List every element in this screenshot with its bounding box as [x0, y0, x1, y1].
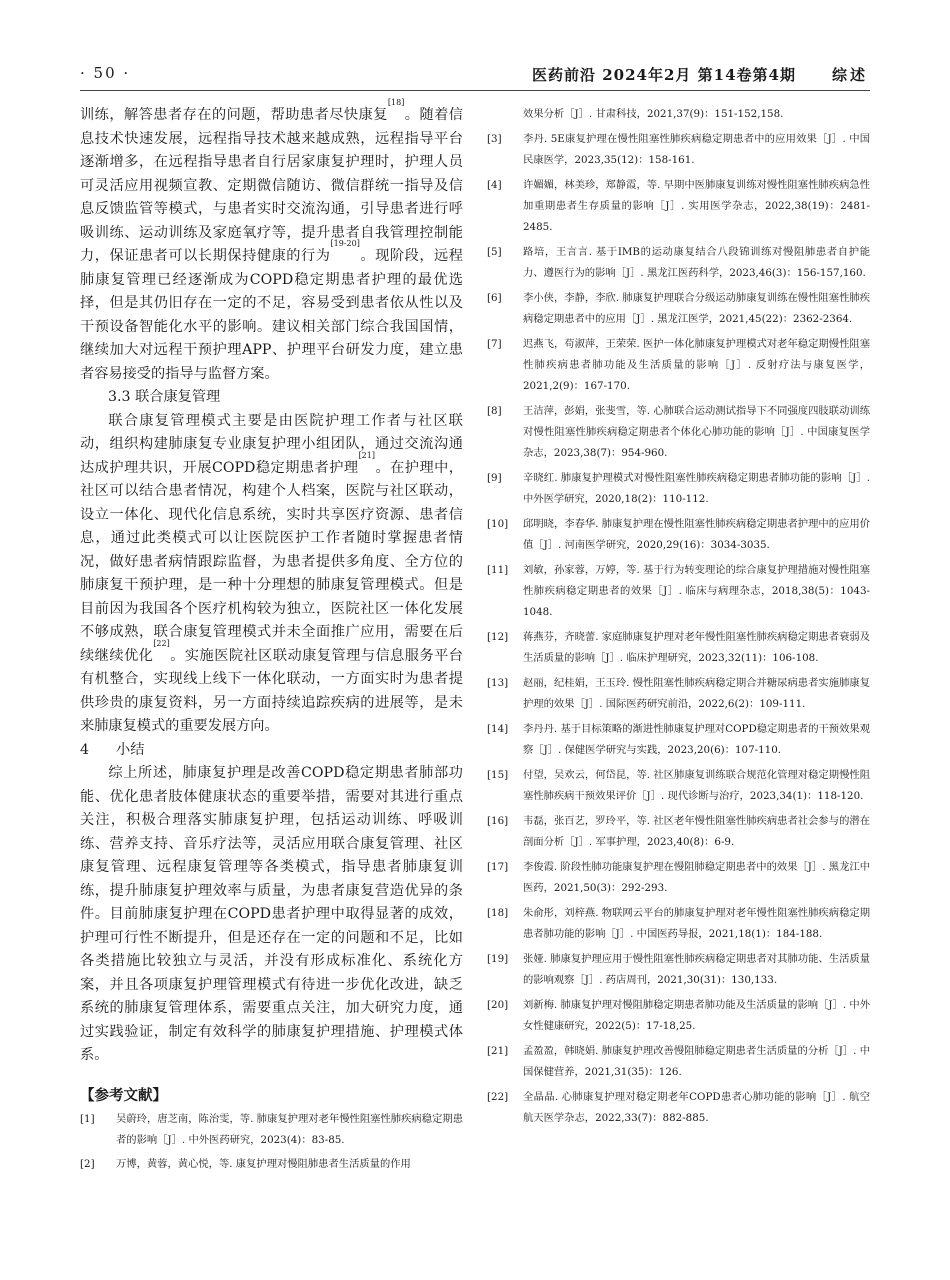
paragraph-remote-guidance: 训练，解答患者存在的问题，帮助患者尽快康复[18]。随着信息技术快速发展，远程指导技术越来越成熟，远程指导平台逐渐增多，在远程指导患者自行居家康复护理时，护理人员可灵活应用视频宣教、定期微信随访、微信群统一指导及信息反馈监管等模式，与患者实时交流沟通，引导患者进行呼吸训练、运动训练及家庭氧疗等，提升患者自我管理控制能力，保证患者可以长期保持健康的行为[19-20]。现阶段，远程肺康复管理已经逐渐成为COPD稳定期患者护理的最优选择，但是其仍旧存在一定的不足，容易受到患者依从性以及干预设备智能化水平的影响。建议相关部门综合我国国情，继续加大对远程干预护理APP、护理平台研发力度，建立患者容易接受的指导与监督方案。: [80, 98, 463, 382]
left-column: [80, 98, 463, 1178]
reference-item: [3] 李丹. 5E康复护理在慢性阻塞性肺疾病稳定期患者中的应用效果［J］. 中国民康医学，2023,35(12)：158-161.: [487, 133, 870, 166]
page-number: · 50 ·: [80, 64, 131, 82]
paragraph-joint-management: 联合康复管理模式主要是由医院护理工作者与社区联动，组织构建肺康复专业康复护理小组团队，通过交流沟通达成护理共识，开展COPD稳定期患者护理[21]。在护理中，社区可以结合患者情况，构建个人档案，医院与社区联动，设立一体化、现代化信息系统，实时共享医疗资源、患者信息，通过此类模式可以让医院医护工作者随时掌握患者情况，做好患者病情跟踪监督，为患者提供多角度、全方位的肺康复干预护理，是一种十分理想的肺康复管理模式。但是目前因为我国各个医疗机构较为独立，医院社区一体化发展不够成熟，联合康复管理模式并未全面推广应用，需要在后续继续优化[22]。实施医院社区联动康复管理与信息服务平台有机整合，实现线上线下一体化联动，一方面实时为患者提供珍贵的康复资料，另一方面持续追踪疾病的进展等，是未来肺康复模式的重要发展方向。: [80, 412, 463, 734]
subsection-heading: 3.3 联合康复管理: [108, 389, 221, 405]
reference-item: [19] 张娅. 肺康复护理应用于慢性阻塞性肺疾病稳定期患者对其肺功能、生活质量的影响观察［J］. 药店周刊，2021,30(31)：130,133.: [487, 953, 870, 986]
reference-item: [2] 万博，黄蓉，黄心悦，等. 康复护理对慢阻肺患者生活质量的作用: [80, 1157, 411, 1170]
paragraph-summary: 综上所述，肺康复护理是改善COPD稳定期患者肺部功能、优化患者肢体健康状态的重要举措，需要对其进行重点关注，积极合理落实肺康复护理，包括运动训练、呼吸训练、营养支持、音乐疗法等，灵活应用联合康复管理、社区康复管理、远程康复管理等各类模式，指导患者肺康复训练，提升肺康复护理效率与质量，为患者康复营造优异的条件。目前肺康复护理在COPD患者护理中取得显著的成效，护理可行性不断提升，但是还存在一定的问题和不足，比如各类措施比较独立与灵活，并没有形成标准化、系统化方案，并且各项康复护理管理模式有待进一步优化改进，缺乏系统的肺康复管理体系，需要重点关注，加大研究力度，通过实践验证，制定有效科学的肺康复护理措施、护理模式体系。: [80, 765, 463, 1063]
reference-item: [17] 李俊霞. 阶段性肺功能康复护理在慢阻肺稳定期患者中的效果［J］. 黑龙江中医药，2021,50(3)：292-293.: [487, 861, 870, 894]
reference-item: [8] 王洁萍，彭娟，张斐雪，等. 心肺联合运动测试指导下不同强度四肢联动训练对慢性阻塞性肺疾病稳定期患者个体化心肺功能的影响［J］. 中国康复医学杂志，2023,38(7)：954-960.: [487, 405, 870, 459]
reference-item: [11] 刘敏，孙家蓉，万婷，等. 基于行为转变理论的综合康复护理措施对慢性阻塞性肺疾病稳定期患者的效果［J］. 临床与病理杂志，2018,38(5)：1043-1048.: [487, 564, 870, 618]
reference-item: [16] 韦磊，张百艺，罗玲平，等. 社区老年慢性阻塞性肺疾病患者社会参与的潜在剖面分析［J］. 军事护理，2023,40(8)：6-9.: [487, 815, 870, 848]
header-divider: [80, 90, 870, 91]
reference-item: [5] 路培，王言言. 基于IMB的运动康复结合八段锦训练对慢阻肺患者自护能力、遵医行为的影响［J］. 黑龙江医药科学，2023,46(3)：156-157,160.: [487, 246, 870, 279]
section-heading: [80, 739, 463, 763]
citation[interactable]: [18]: [387, 98, 405, 107]
reference-item: [4] 许媚媚，林美珍，郑静霞，等. 早期中医肺康复训练对慢性阻塞性肺疾病急性加重期患者生存质量的影响［J］. 实用医学杂志，2022,38(19)：2481-2485.: [487, 179, 870, 233]
reference-item: [9] 辛晓红. 肺康复护理模式对慢性阻塞性肺疾病稳定期患者肺功能的影响［J］. 中外医学研究，2020,18(2)：110-112.: [487, 472, 870, 505]
section-number: 4: [80, 741, 90, 758]
reference-item: [20] 刘新梅. 肺康复护理对慢阻肺稳定期患者肺功能及生活质量的影响［J］. 中外女性健康研究，2022(5)：17-18,25.: [487, 999, 870, 1032]
section-title: 小结: [116, 741, 145, 758]
citation[interactable]: [22]: [153, 638, 170, 648]
reference-item: [21] 孟盈盈，韩晓娟. 肺康复护理改善慢阻肺稳定期患者生活质量的分析［J］. 中国保健营养，2021,31(35)：126.: [487, 1045, 870, 1078]
reference-item: [13] 赵丽，纪桂娟，王玉玲. 慢性阻塞性肺疾病稳定期合并糖尿病患者实施肺康复护理的效果［J］. 国际医药研究前沿，2022,6(2)：109-111.: [487, 677, 870, 710]
citation[interactable]: [21]: [358, 450, 375, 460]
reference-continuation: 效果分析［J］. 甘肃科技，2021,37(9)：151-152,158.: [523, 108, 784, 120]
page-header: [80, 58, 870, 88]
reference-item: [6] 李小侠，李静，李欣. 肺康复护理联合分级运动肺康复训练在慢性阻塞性肺疾病稳定期患者中的应用［J］. 黑龙江医学，2021,45(22)：2362-2364.: [487, 292, 870, 325]
reference-item: [14] 李丹丹. 基于目标策略的渐进性肺康复护理对COPD稳定期患者的干预效果观察［J］. 保健医学研究与实践，2023,20(6)：107-110.: [487, 723, 870, 756]
reference-item: [7] 迟燕飞，苟淑萍，王荣荣. 医护一体化肺康复护理模式对老年稳定期慢性阻塞性肺疾病患者肺功能及生活质量的影响［J］. 反射疗法与康复医学，2021,2(9)：167-170.: [487, 338, 870, 392]
reference-item: [18] 朱俞彤，刘梓燕. 物联网云平台的肺康复护理对老年慢性阻塞性肺疾病稳定期患者肺功能的影响［J］. 中国医药导报，2021,18(1)：184-188.: [487, 907, 870, 940]
citation[interactable]: [19-20]: [330, 239, 360, 248]
journal-info: 医药前沿 2024年2月 第14卷第4期: [532, 66, 796, 84]
reference-item: [15] 付望，吴欢云，何岱昆，等. 社区肺康复训练联合规范化管理对稳定期慢性阻塞性肺疾病干预效果评价［J］. 现代诊断与治疗，2023,34(1)：118-120.: [487, 769, 870, 802]
reference-item: [1] 吴蔚玲，唐芝南，陈治雯，等. 肺康复护理对老年慢性阻塞性肺疾病稳定期患者的影响［J］. 中外医药研究，2023(4)：83-85.: [80, 1112, 463, 1146]
section-label: 综述: [831, 66, 868, 84]
right-column: [487, 104, 870, 1133]
references-title: 【参考文献】: [80, 1086, 167, 1104]
reference-item: [10] 邱明晓，李春华. 肺康复护理在慢性阻塞性肺疾病稳定期患者护理中的应用价值［J］. 河南医学研究，2020,29(16)：3034-3035.: [487, 518, 870, 551]
reference-item: [22] 全晶晶. 心肺康复护理对稳定期老年COPD患者心肺功能的影响［J］. 航空航天医学杂志，2022,33(7)：882-885.: [487, 1091, 870, 1124]
reference-item: [12] 蒋燕芬，齐晓蕾. 家庭肺康复护理对老年慢性阻塞性肺疾病稳定期患者衰弱及生活质量的影响［J］. 临床护理研究，2023,32(11)：106-108.: [487, 631, 870, 664]
